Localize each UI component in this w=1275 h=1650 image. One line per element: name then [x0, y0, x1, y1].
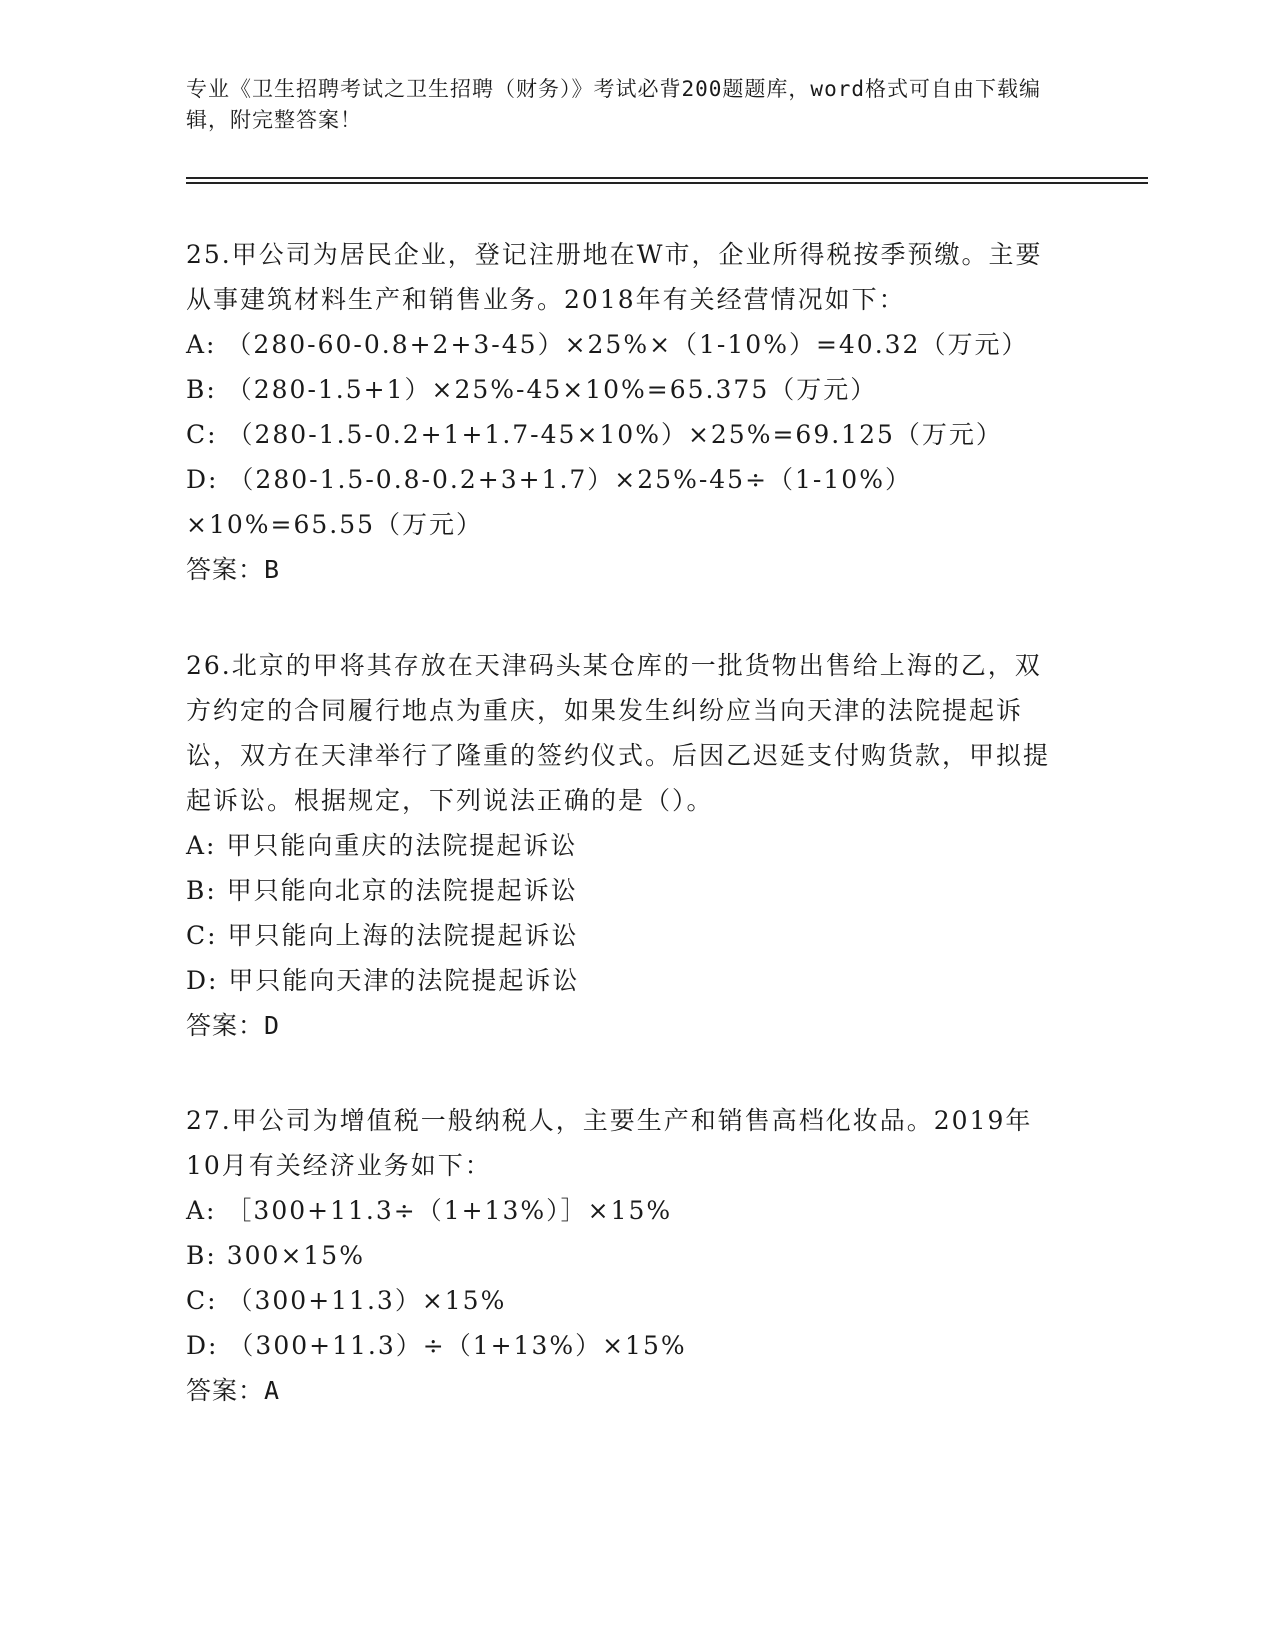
option-d: D: （280-1.5-0.8-0.2+3+1.7）×25%-45÷（1-10%）×10%=65.55（万元）	[186, 465, 912, 539]
option-b: B: （280-1.5+1）×25%-45×10%=65.375（万元）	[186, 375, 878, 404]
option-a: A: 甲只能向重庆的法院提起诉讼	[186, 831, 578, 860]
document-header: 专业《卫生招聘考试之卫生招聘（财务）》考试必背200题题库，word格式可自由下载编辑，附完整答案！	[186, 77, 1041, 132]
option-d: D: 甲只能向天津的法院提起诉讼	[186, 966, 580, 995]
question-stem: 26.北京的甲将其存放在天津码头某仓库的一批货物出售给上海的乙，双方约定的合同履行地点为重庆，如果发生纠纷应当向天津的法院提起诉讼，双方在天津举行了隆重的签约仪式。后因乙迟延支付购货款，甲拟提起诉讼。根据规定，下列说法正确的是（）。	[186, 651, 1051, 815]
question-25	[186, 232, 1066, 592]
option-d: D: （300+11.3）÷（1+13%）×15%	[186, 1331, 687, 1360]
option-b: B: 甲只能向北京的法院提起诉讼	[186, 876, 578, 905]
answer: 答案：A	[186, 1376, 281, 1405]
option-b: B: 300×15%	[186, 1241, 365, 1270]
answer: 答案：B	[186, 555, 281, 584]
header-divider-bottom	[186, 182, 1148, 184]
question-27	[186, 1098, 1066, 1413]
question-26	[186, 643, 1066, 1048]
option-c: C: （300+11.3）×15%	[186, 1286, 507, 1315]
option-c: C: （280-1.5-0.2+1+1.7-45×10%）×25%=69.125（万元）	[186, 420, 1003, 449]
option-a: A: ［300+11.3÷（1+13%）］×15%	[186, 1196, 673, 1225]
question-stem: 27.甲公司为增值税一般纳税人，主要生产和销售高档化妆品。2019年10月有关经济业务如下：	[186, 1106, 1033, 1180]
option-a: A: （280-60-0.8+2+3-45）×25%×（1-10%）=40.32（万元）	[186, 330, 1029, 359]
header-divider-top	[186, 177, 1148, 179]
question-stem: 25.甲公司为居民企业，登记注册地在W市，企业所得税按季预缴。主要从事建筑材料生产和销售业务。2018年有关经营情况如下：	[186, 240, 1043, 314]
option-c: C: 甲只能向上海的法院提起诉讼	[186, 921, 579, 950]
answer: 答案：D	[186, 1011, 281, 1040]
